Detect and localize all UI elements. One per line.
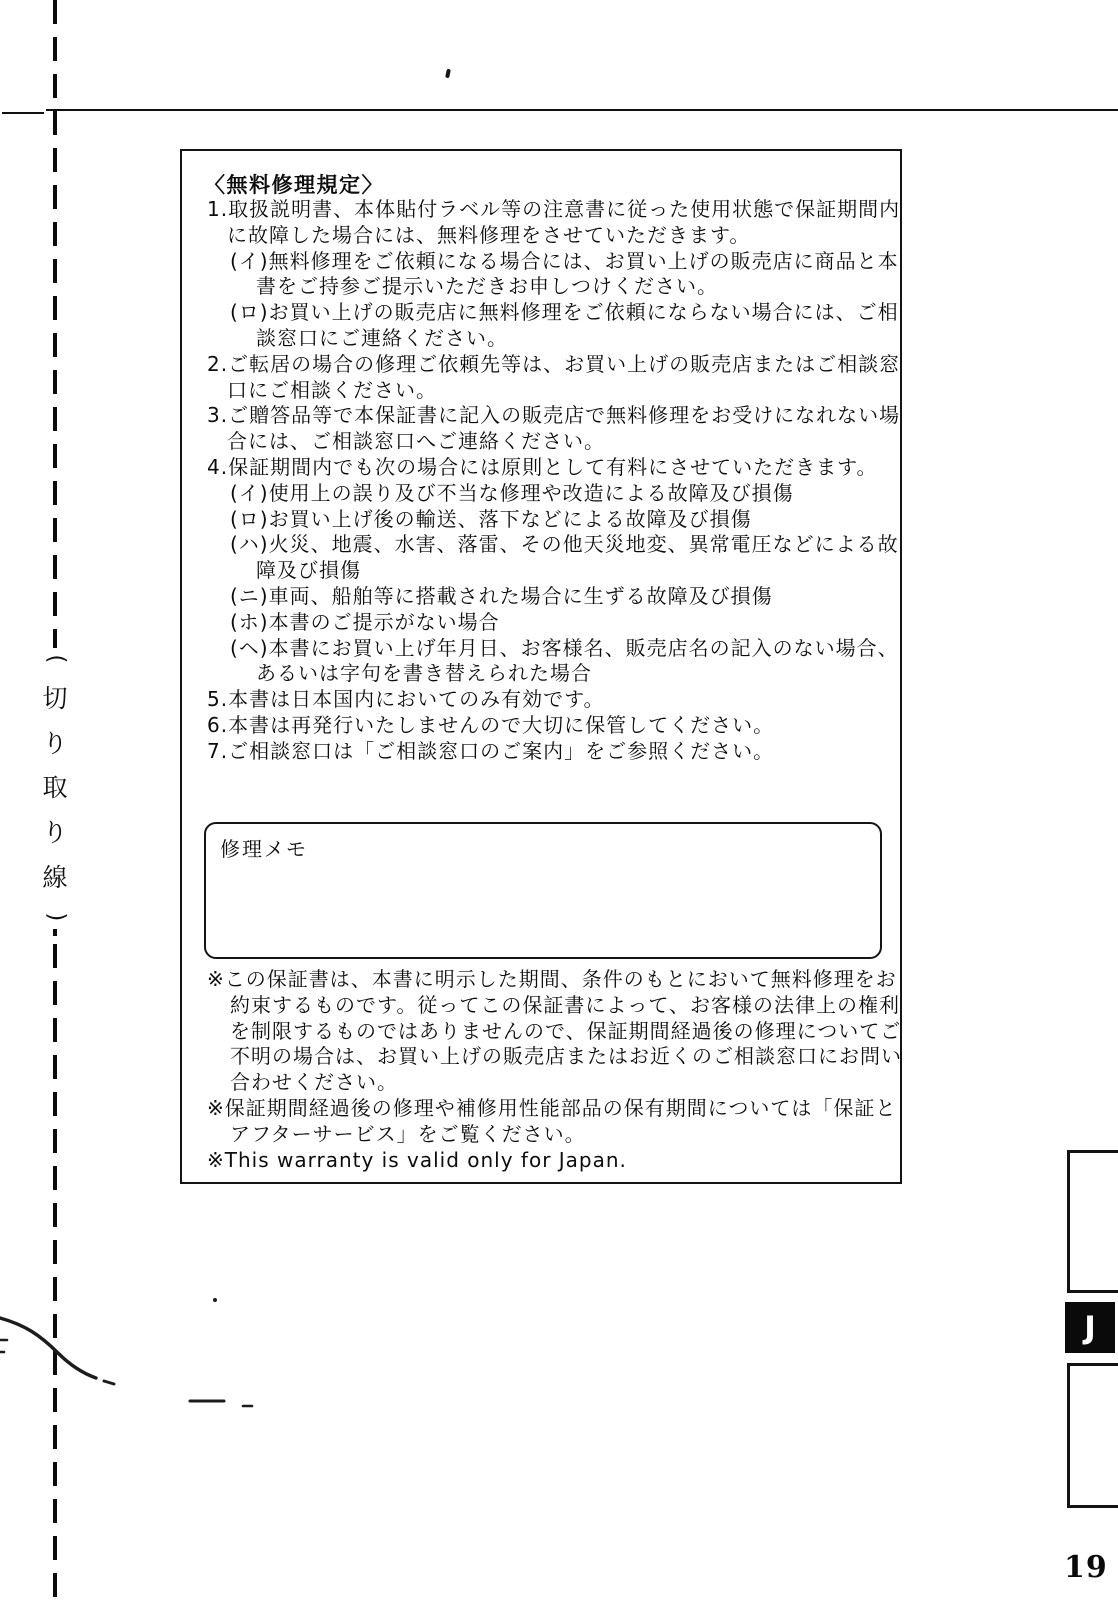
warranty-line: (ホ)本書のご提示がない場合 <box>230 609 500 634</box>
warranty-line: 合には、ご相談窓口へご連絡ください。 <box>227 429 605 454</box>
warranty-line: 5.本書は日本国内においてのみ有効です。 <box>207 687 605 712</box>
warranty-note-line: アフターサービス」をご覧ください。 <box>230 1121 586 1146</box>
cut-line-label-char: 取 <box>42 773 68 803</box>
cut-line-dashed-bottom <box>53 944 57 1601</box>
cut-line-dot <box>53 929 57 936</box>
warranty-line: 1.取扱説明書、本体貼付ラベル等の注意書に従った使用状態で保証期間内 <box>207 197 901 221</box>
repair-memo-label: 修理メモ <box>220 837 308 861</box>
warranty-line: 4.保証期間内でも次の場合には原則として有料にさせていただきます。 <box>207 454 878 479</box>
warranty-line: (ロ)お買い上げ後の輸送、落下などによる故障及び損傷 <box>230 506 752 531</box>
warranty-terms-box <box>180 149 902 1184</box>
cut-line-label-char: ) <box>42 912 69 922</box>
index-box-bottom <box>1067 1363 1118 1508</box>
warranty-line: (ヘ)本書にお買い上げ年月日、お客様名、販売店名の記入のない場合、 <box>230 635 899 660</box>
warranty-line: 7.ご相談窓口は「ご相談窓口のご案内」をご参照ください。 <box>207 738 775 763</box>
stray-ink-mark <box>445 69 451 79</box>
warranty-terms-list <box>182 197 901 765</box>
warranty-note-line: ※This warranty is valid only for Japan. <box>207 1147 627 1172</box>
warranty-line: 3.ご贈答品等で本保証書に記入の販売店で無料修理をお受けになれない場 <box>207 403 901 428</box>
warranty-line: 6.本書は再発行いたしませんので大切に保管してください。 <box>207 712 775 737</box>
warranty-line: (ロ)お買い上げの販売店に無料修理をご依頼にならない場合には、ご相 <box>230 300 899 325</box>
index-box-top <box>1067 1150 1118 1293</box>
warranty-note-line: 合わせください。 <box>230 1070 398 1095</box>
cut-line-label-char: り <box>42 818 68 848</box>
page-number: 19 <box>1064 1550 1108 1585</box>
top-rule-left-dash <box>2 112 44 114</box>
warranty-line: (イ)使用上の誤り及び不当な修理や改造による故障及び損傷 <box>230 480 794 505</box>
warranty-line: 談窓口にご連絡ください。 <box>256 325 508 350</box>
warranty-line: 障及び損傷 <box>256 558 361 583</box>
warranty-line: 2.ご転居の場合の修理ご依頼先等は、お買い上げの販売店またはご相談窓 <box>207 351 901 376</box>
cut-line-label <box>38 652 72 924</box>
warranty-note-line: を制限するものではありませんので、保証期間経過後の修理についてご <box>230 1018 902 1043</box>
warranty-line: に故障した場合には、無料修理をさせていただきます。 <box>227 222 751 247</box>
warranty-line: (ニ)車両、船舶等に搭載された場合に生ずる故障及び損傷 <box>230 583 773 608</box>
warranty-line: (ハ)火災、地震、水害、落雷、その他天災地変、異常電圧などによる故 <box>230 532 899 557</box>
index-tab-j: J <box>1065 1302 1115 1353</box>
warranty-line: 書をご持参ご提示いただきお申しつけください。 <box>256 274 718 299</box>
cut-line-label-char: ( <box>42 654 69 664</box>
cut-line-label-char: 線 <box>42 863 68 893</box>
warranty-note-line: ※この保証書は、本書に明示した期間、条件のもとにおいて無料修理をお <box>207 967 897 991</box>
warranty-line: 口にご相談ください。 <box>227 377 437 402</box>
cut-line-dashed-top <box>53 0 57 648</box>
warranty-notes <box>182 967 902 1173</box>
cut-line-label-char: 切 <box>42 683 68 713</box>
warranty-note-line: ※保証期間経過後の修理や補修用性能部品の保有期間については「保証と <box>207 1095 897 1120</box>
warranty-heading: 〈無料修理規定〉 <box>204 173 384 197</box>
warranty-note-line: 不明の場合は、お買い上げの販売店またはお近くのご相談窓口にお問い <box>230 1044 902 1069</box>
warranty-note-line: 約束するものです。従ってこの保証書によって、お客様の法律上の権利 <box>230 992 900 1017</box>
warranty-line: (イ)無料修理をご依頼になる場合には、お買い上げの販売店に商品と本 <box>230 248 899 273</box>
pen-scribble-mark <box>0 1285 300 1425</box>
repair-memo-box <box>204 822 882 959</box>
top-horizontal-rule <box>46 109 1118 111</box>
warranty-line: あるいは字句を書き替えられた場合 <box>256 661 592 686</box>
cut-line-label-char: り <box>42 728 68 758</box>
